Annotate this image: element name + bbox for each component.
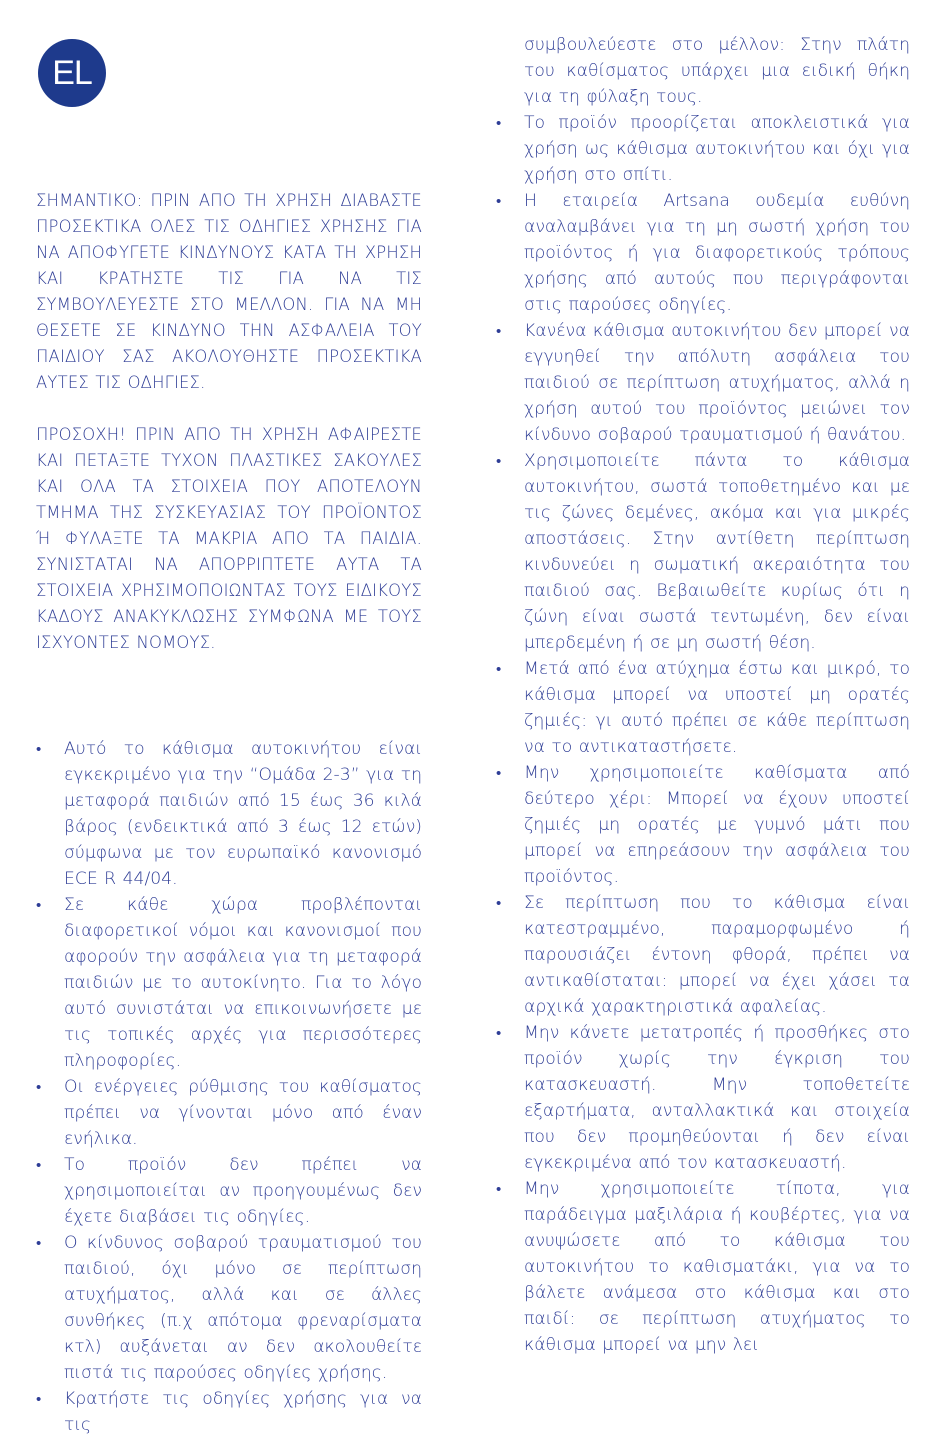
list-item-text: Το προϊόν δεν πρέπει να χρησιμοποιείται αν προηγουμένως δεν έχετε διαβάσει τις οδηγίες. xyxy=(64,1155,422,1227)
list-item-text: Χρησιμοποιείτε πάντα το κάθισμα αυτοκινήτου, σωστά τοποθετημένο και με τις ζώνες δεμένες, ακόμα και για μικρές αποστάσεις. Στην αντίθετη περίπτωση κινδυνεύει η σωματική ακεραιότητα του παιδιού σας. Βεβαιωθείτε κυρίως ότι η ζώνη είναι σωστά τεντωμένη, δεν είναι μπερδεμένη ή σε μη σωστή θέση. xyxy=(524,451,910,653)
list-item xyxy=(36,736,422,892)
list-item-text: Μετά από ένα ατύχημα έστω και μικρό, το κάθισμα μπορεί να υποστεί μη ορατές ζημιές: γι αυτό πρέπει σε κάθε περίπτωση να το αντικαταστήσετε. xyxy=(524,659,910,757)
bullet-icon: • xyxy=(36,740,42,758)
language-badge xyxy=(38,39,106,107)
language-code: EL xyxy=(52,53,92,92)
safety-list-right xyxy=(496,110,910,1358)
bullet-icon: • xyxy=(36,1390,42,1408)
list-item-text: Κανένα κάθισμα αυτοκινήτου δεν μπορεί να εγγυηθεί την απόλυτη ασφάλεια του παιδιού σε περίπτωση ατυχήματος, αλλά η χρήση αυτού του προϊόντος μειώνει τον κίνδυνο σοβαρού τραυματισμού ή θανάτου. xyxy=(524,321,910,445)
list-item xyxy=(496,1176,910,1358)
list-item-text: Αυτό το κάθισμα αυτοκινήτου είναι εγκεκριμένο για την “Ομάδα 2-3” για τη μεταφορά παιδιών από 15 έως 36 κιλά βάρος (ενδεικτικά από 3 έως 12 ετών) σύμφωνα με τον ευρωπαϊκό κανονισμό ECE R 44/04. xyxy=(64,739,422,889)
list-item-text: Μην χρησιμοποιείτε τίποτα, για παράδειγμα μαξιλάρια ή κουβέρτες, για να ανυψώσετε από το κάθισμα του αυτοκινήτου το καθισματάκι, για να το βάλετε ανάμεσα στο κάθισμα και στο παιδί: σε περίπτωση ατυχήματος το κάθισμα μπορεί να μην λει xyxy=(524,1179,910,1355)
continuation-text: συμβουλεύεστε στο μέλλον: Στην πλάτη του καθίσματος υπάρχει μια ειδική θήκη για τη φύλαξη τους. xyxy=(524,35,910,107)
list-item xyxy=(36,892,422,1074)
bullet-icon: • xyxy=(496,192,502,210)
list-item-text: Σε περίπτωση που το κάθισμα είναι κατεστραμμένο, παραμορφωμένο ή παρουσιάζει έντονη φθορά, πρέπει να αντικαθίσταται: μπορεί να έχει χάσει τα αρχικά χαρακτηριστικά αφαλείας. xyxy=(524,893,910,1017)
list-item-text: Οι ενέργειες ρύθμισης του καθίσματος πρέπει να γίνονται μόνο από έναν ενήλικα. xyxy=(64,1077,422,1149)
list-item-text: Κρατήστε τις οδηγίες χρήσης για να τις xyxy=(64,1389,422,1435)
list-item-text: Μην κάνετε μετατροπές ή προσθήκες στο προϊόν χωρίς την έγκριση του κατασκευαστή. Μην τοποθετείτε εξαρτήματα, ανταλλακτικά και στοιχεία που δεν προμηθεύονται ή δεν είναι εγκεκριμένα από τον κατασκευαστή. xyxy=(524,1023,910,1173)
bullet-icon: • xyxy=(36,1078,42,1096)
list-item xyxy=(496,448,910,656)
list-item xyxy=(496,760,910,890)
list-item xyxy=(496,318,910,448)
bullet-icon: • xyxy=(496,1180,502,1198)
list-item xyxy=(496,656,910,760)
warning-notice: ΠΡΟΣΟΧΗ! ΠΡΙΝ ΑΠΟ ΤΗ ΧΡΗΣΗ ΑΦΑΙΡΕΣΤΕ ΚΑΙ ΠΕΤΑΞΤΕ ΤΥΧΟΝ ΠΛΑΣΤΙΚΕΣ ΣΑΚΟΥΛΕΣ ΚΑΙ ΟΛΑ ΤΑ ΣΤΟΙΧΕΙΑ ΠΟΥ ΑΠΟΤΕΛΟΥΝ ΤΜΗΜΑ ΤΗΣ ΣΥΣΚΕΥΑΣΙΑΣ ΤΟΥ ΠΡΟΪΟΝΤΟΣ Ή ΦΥΛΑΞΤΕ ΤΑ ΜΑΚΡΙΑ ΑΠΟ ΤΑ ΠΑΙΔΙΑ. ΣΥΝΙΣΤΑΤΑΙ ΝΑ ΑΠΟΡΡΙΠΤΕΤΕ ΑΥΤΑ ΤΑ ΣΤΟΙΧΕΙΑ ΧΡΗΣΙΜΟΠΟΙΩΝΤΑΣ ΤΟΥΣ ΕΙΔΙΚΟΥΣ ΚΑΔΟΥΣ ΑΝΑΚΥΚΛΩΣΗΣ ΣΥΜΦΩΝΑ ΜΕ ΤΟΥΣ ΙΣΧΥΟΝΤΕΣ ΝΟΜΟΥΣ. xyxy=(36,425,422,652)
list-item-text: Μην χρησιμοποιείτε καθίσματα από δεύτερο χέρι: Μπορεί να έχουν υποστεί ζημιές μη ορατές με γυμνό μάτι που μπορεί να επηρεάσουν την ασφάλεια του προϊόντος. xyxy=(524,763,910,887)
list-item-text: Η εταιρεία Artsana ουδεμία ευθύνη αναλαμβάνει για τη μη σωστή χρήση του προϊόντος ή για διαφορετικούς τρόπους χρήσης από αυτούς που περιγράφονται στις παρούσες οδηγίες. xyxy=(524,191,910,315)
bullet-icon: • xyxy=(496,452,502,470)
list-item xyxy=(496,890,910,1020)
list-item xyxy=(36,1152,422,1230)
list-item xyxy=(496,1020,910,1176)
safety-list-left xyxy=(36,736,422,1438)
bullet-icon: • xyxy=(496,660,502,678)
bullet-icon: • xyxy=(36,1156,42,1174)
list-item-text: Ο κίνδυνος σοβαρού τραυματισμού του παιδιού, όχι μόνο σε περίπτωση ατυχήματος, αλλά και σε άλλες συνθήκες (π.χ απότομα φρεναρίσματα κτλ) αυξάνεται αν δεν ακολουθείτε πιστά τις παρούσες οδηγίες χρήσης. xyxy=(64,1233,422,1383)
bullet-icon: • xyxy=(36,1234,42,1252)
bullet-icon: • xyxy=(496,322,502,340)
list-item xyxy=(496,110,910,188)
list-item xyxy=(36,1230,422,1386)
list-item-text: Σε κάθε χώρα προβλέπονται διαφορετικοί νόμοι και κανονισμοί που αφορούν την ασφάλεια για τη μεταφορά παιδιών με το αυτοκίνητο. Για το λόγο αυτό συνιστάται να επικοινωνήσετε με τις τοπικές αρχές για περισσότερες πληροφορίες. xyxy=(64,895,422,1071)
list-item xyxy=(36,1386,422,1438)
bullet-icon: • xyxy=(496,1024,502,1042)
list-item xyxy=(36,1074,422,1152)
important-notice: ΣΗΜΑΝΤΙΚΟ: ΠΡΙΝ ΑΠΟ ΤΗ ΧΡΗΣΗ ΔΙΑΒΑΣΤΕ ΠΡΟΣΕΚΤΙΚΑ ΟΛΕΣ ΤΙΣ ΟΔΗΓΙΕΣ ΧΡΗΣΗΣ ΓΙΑ ΝΑ ΑΠΟΦΥΓΕΤΕ ΚΙΝΔΥΝΟΥΣ ΚΑΤΑ ΤΗ ΧΡΗΣΗ ΚΑΙ ΚΡΑΤΗΣΤΕ ΤΙΣ ΓΙΑ ΝΑ ΤΙΣ ΣΥΜΒΟΥΛΕΥΕΣΤΕ ΣΤΟ ΜΕΛΛΟΝ. ΓΙΑ ΝΑ ΜΗ ΘΕΣΕΤΕ ΣΕ ΚΙΝΔΥΝΟ ΤΗΝ ΑΣΦΑΛΕΙΑ ΤΟΥ ΠΑΙΔΙΟΥ ΣΑΣ ΑΚΟΛΟΥΘΗΣΤΕ ΠΡΟΣΕΚΤΙΚΑ ΑΥΤΕΣ ΤΙΣ ΟΔΗΓΙΕΣ. xyxy=(36,191,422,392)
list-item xyxy=(496,188,910,318)
bullet-icon: • xyxy=(496,764,502,782)
bullet-icon: • xyxy=(496,114,502,132)
left-column xyxy=(36,188,422,1438)
bullet-icon: • xyxy=(36,896,42,914)
right-column xyxy=(496,32,910,1358)
list-item-text: Το προϊόν προορίζεται αποκλειστικά για χρήση ως κάθισμα αυτοκινήτου και όχι για χρήση στο σπίτι. xyxy=(524,113,910,185)
bullet-icon: • xyxy=(496,894,502,912)
